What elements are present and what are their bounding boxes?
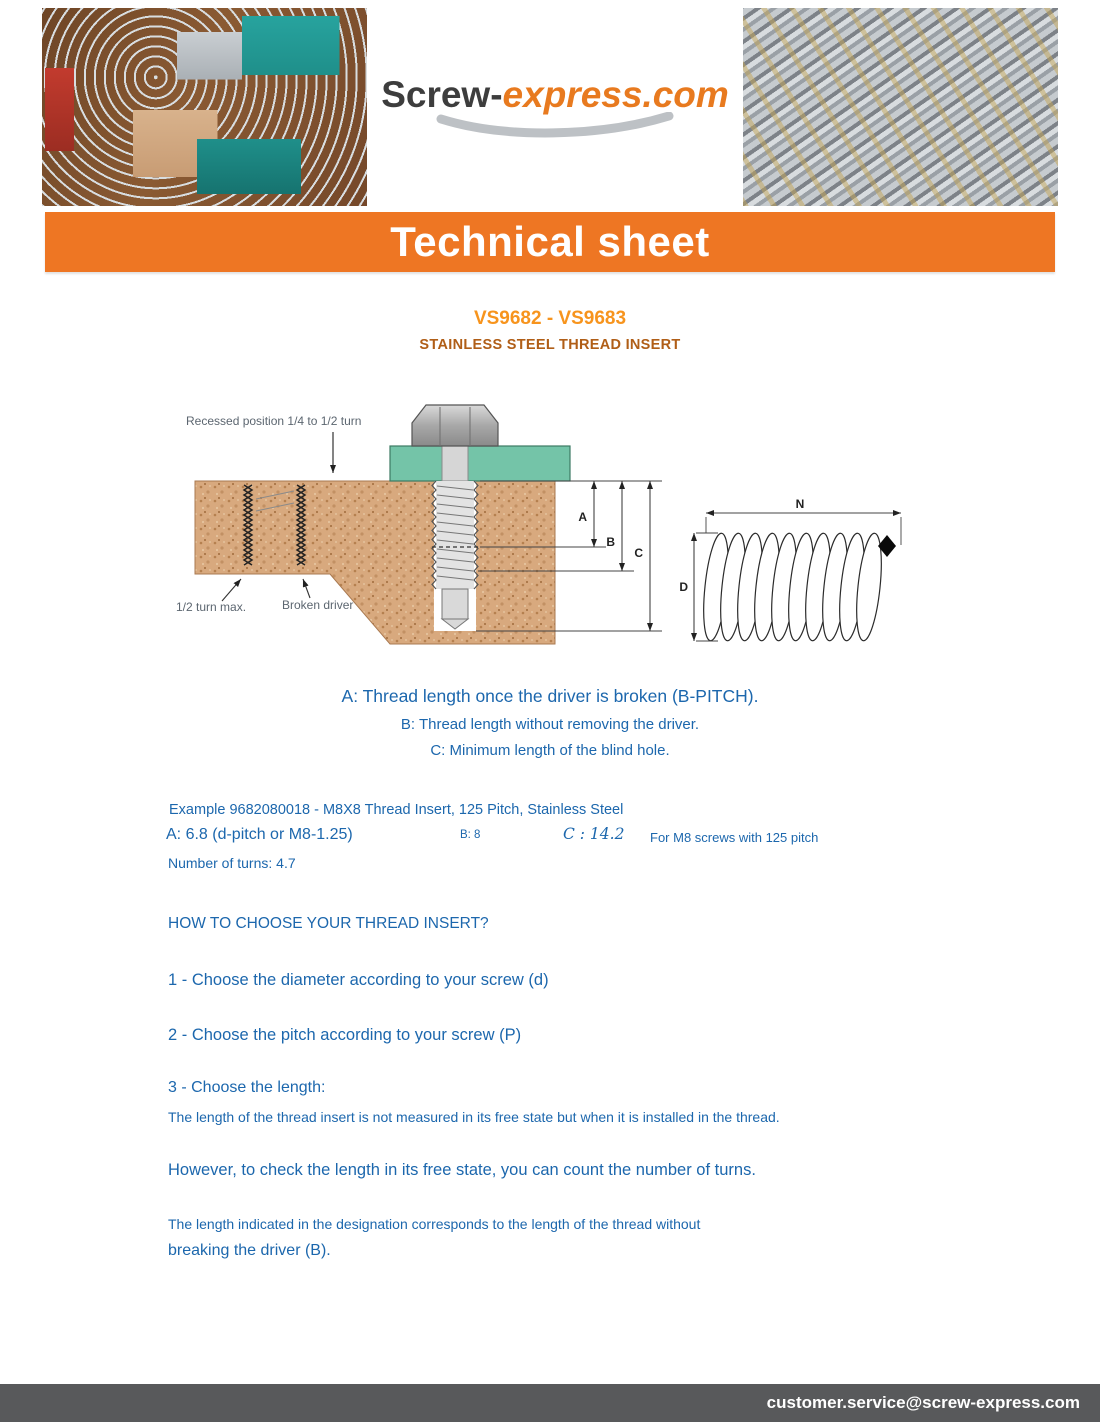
legend (0, 686, 1100, 759)
howto-heading: HOW TO CHOOSE YOUR THREAD INSERT? (168, 915, 489, 932)
logo-area (367, 8, 743, 206)
content (0, 272, 1100, 1260)
footer (0, 1384, 1100, 1422)
hex-head (412, 405, 498, 446)
example-note: For M8 screws with 125 pitch (650, 830, 819, 845)
broken-driver-label: Broken driver (282, 598, 354, 612)
legend-line-a: A: Thread length once the driver is broken (B-PITCH). (341, 686, 759, 706)
example-turns: Number of turns: 4.7 (168, 855, 296, 871)
legend-line-b: B: Thread length without removing the driver. (400, 716, 700, 733)
howto-step-2: 2 - Choose the pitch according to your screw (P) (168, 1026, 522, 1044)
howto-section (0, 915, 1100, 1260)
logo-prefix: Screw- (381, 74, 503, 115)
header (0, 0, 1100, 206)
logo (381, 74, 729, 116)
howto-step-3: 3 - Choose the length: (168, 1079, 326, 1096)
howto-step-3-note: The length of the thread insert is not measured in its free state but when it is installed in the thread. (168, 1109, 780, 1125)
recessed-label: Recessed position 1/4 to 1/2 turn (186, 414, 362, 428)
howto-designation-1: The length indicated in the designation corresponds to the length of the thread without (168, 1216, 701, 1232)
howto-step-1: 1 - Choose the diameter according to your screw (d) (168, 971, 549, 989)
screws-photo (743, 8, 1058, 206)
banner-title: Technical sheet (390, 218, 710, 265)
dim-label-n: N (795, 497, 805, 511)
product-codes: VS9682 - VS9683 (473, 308, 627, 329)
example-c-value: C : 14.2 (563, 825, 625, 843)
technical-diagram-wrap (170, 399, 930, 660)
dim-label-c: C (634, 546, 643, 560)
logo-swoosh (435, 112, 675, 140)
footer-email: customer.service@screw-express.com (766, 1393, 1080, 1412)
logo-suffix: express.com (502, 74, 729, 115)
example-block (0, 799, 1100, 879)
example-title: Example 9682080018 - M8X8 Thread Insert, 125 Pitch, Stainless Steel (169, 802, 624, 818)
coil-insert (699, 532, 896, 642)
clamped-part (390, 446, 570, 481)
workbench-photo (42, 8, 367, 206)
legend-line-c: C: Minimum length of the blind hole. (430, 742, 670, 759)
banner (45, 212, 1055, 272)
dim-label-d: D (679, 580, 688, 594)
example-a-value: A: 6.8 (d-pitch or M8-1.25) (166, 826, 353, 843)
howto-free-state: However, to check the length in its free state, you can count the number of turns. (168, 1161, 756, 1179)
product-name: STAINLESS STEEL THREAD INSERT (419, 337, 681, 353)
half-turn-label: 1/2 turn max. (176, 600, 247, 614)
example-b-value: B: 8 (460, 829, 481, 841)
howto-designation-2: breaking the driver (B). (168, 1242, 331, 1259)
dim-label-b: B (606, 535, 615, 549)
technical-diagram (170, 399, 930, 655)
dim-label-a: A (578, 510, 587, 524)
